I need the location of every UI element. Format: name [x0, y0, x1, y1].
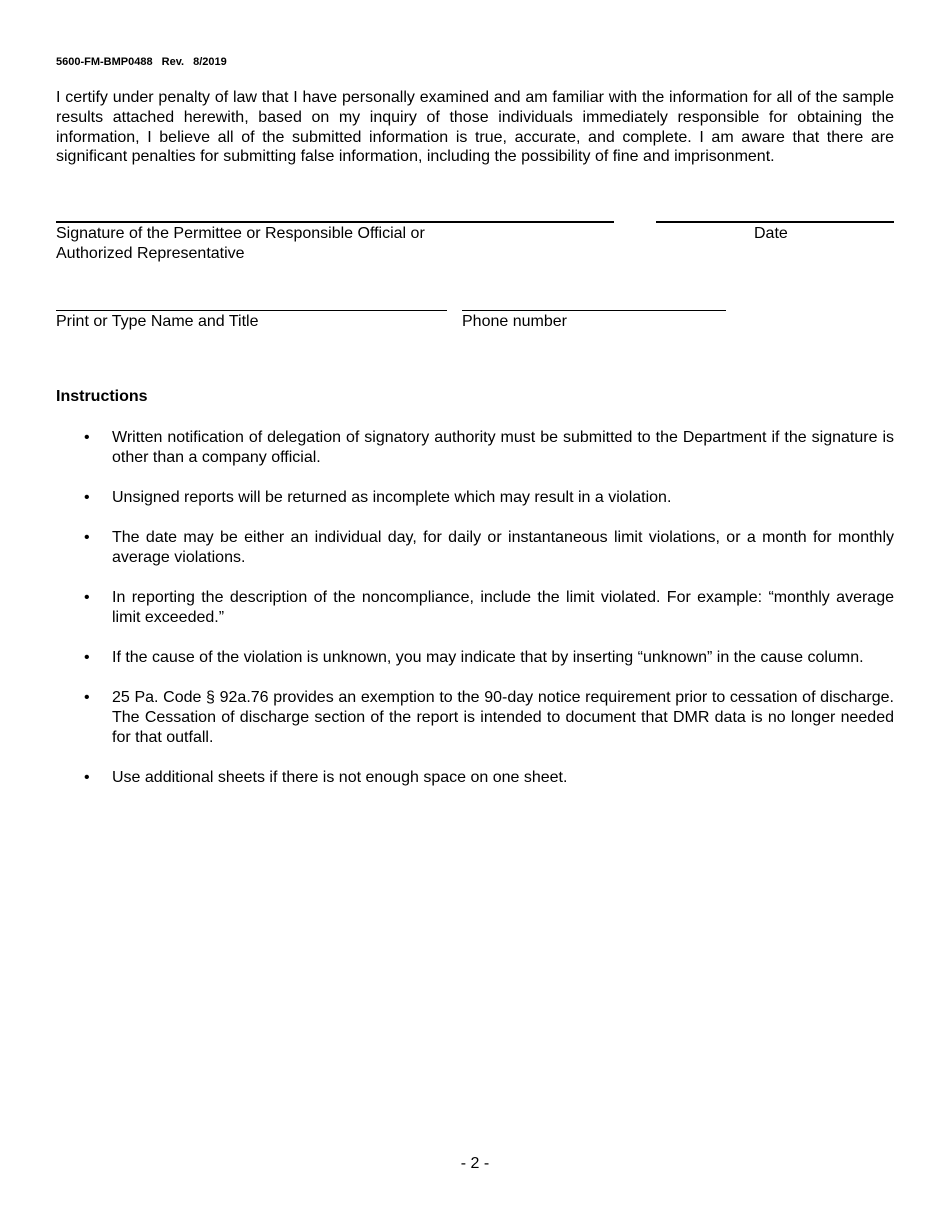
signature-label [56, 224, 425, 264]
instruction-text: In reporting the description of the noncompliance, include the limit violated. For example: “monthly average limit exceeded.” [112, 589, 894, 626]
phone-label: Phone number [462, 313, 567, 330]
name-title-line[interactable] [56, 310, 447, 311]
bullet-icon: • [84, 649, 90, 666]
list-item [56, 588, 894, 628]
bullet-icon: • [84, 589, 90, 606]
instruction-text: Unsigned reports will be returned as incomplete which may result in a violation. [112, 489, 672, 506]
form-revision: Rev. 8/2019 [161, 56, 227, 68]
bullet-icon: • [84, 689, 90, 706]
list-item [56, 528, 894, 568]
instruction-text: If the cause of the violation is unknown, you may indicate that by inserting “unknown” in the cause column. [112, 649, 864, 666]
certification-statement: I certify under penalty of law that I have personally examined and am familiar with the information for all of the sample results attached herewith, based on my inquiry of those individuals immediately responsible for obtaining the information, I believe all of the submitted information is true, accurate, and complete. I am aware that there are significant penalties for submitting false information, including the possibility of fine and imprisonment. [56, 89, 894, 166]
signature-line[interactable] [56, 221, 614, 223]
list-item [56, 768, 894, 788]
bullet-icon: • [84, 769, 90, 786]
bullet-icon: • [84, 489, 90, 506]
instructions-heading: Instructions [56, 388, 148, 405]
list-item [56, 428, 894, 468]
signature-label-line1: Signature of the Permittee or Responsible Official or [56, 225, 425, 242]
page-number: - 2 - [460, 1155, 490, 1172]
instruction-text: Written notification of delegation of signatory authority must be submitted to the Department if the signature is other than a company official. [112, 429, 894, 466]
instruction-text: Use additional sheets if there is not enough space on one sheet. [112, 769, 568, 786]
bullet-icon: • [84, 429, 90, 446]
date-label: Date [754, 225, 788, 242]
instruction-text: 25 Pa. Code § 92a.76 provides an exemption to the 90-day notice requirement prior to cessation of discharge. The Cessation of discharge section of the report is intended to document that DMR data is no longer needed for that outfall. [112, 689, 894, 746]
list-item [56, 648, 894, 668]
signature-label-line2: Authorized Representative [56, 245, 245, 262]
bullet-icon: • [84, 529, 90, 546]
name-title-label: Print or Type Name and Title [56, 313, 259, 330]
list-item [56, 488, 894, 508]
form-number: 5600-FM-BMP0488 [56, 56, 153, 68]
instruction-text: The date may be either an individual day, for daily or instantaneous limit violations, or a month for monthly average violations. [112, 529, 894, 566]
form-identifier [56, 56, 227, 68]
phone-line[interactable] [462, 310, 726, 311]
instructions-list [56, 428, 894, 808]
list-item [56, 688, 894, 748]
date-line[interactable] [656, 221, 894, 223]
